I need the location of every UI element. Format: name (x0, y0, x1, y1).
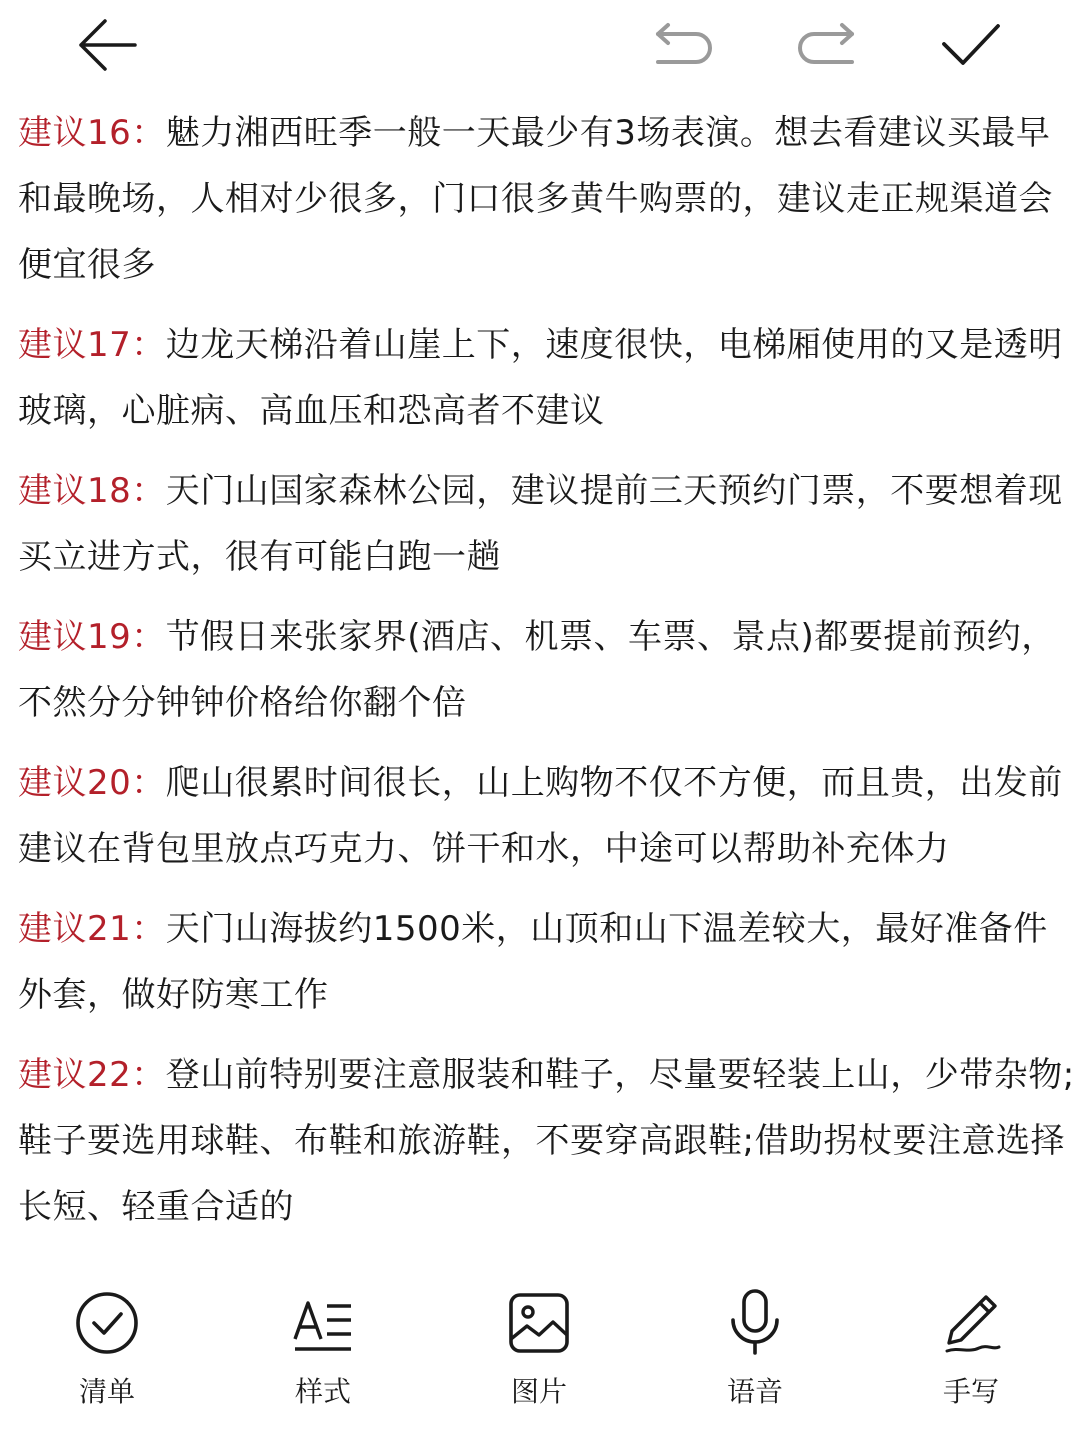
note-paragraph-20: 建议20：爬山很累时间很长，山上购物不仅不方便，而且贵，出发前建议在背包里放点巧克力、饼干和水，中途可以帮助补充体力 (18, 763, 1063, 869)
note-text: 节假日来张家界(酒店、机票、车票、景点)都要提前预约，不然分分钟钟价格给你翻个倍 (18, 617, 1056, 723)
note-paragraph-17: 建议17：边龙天梯沿着山崖上下，速度很快，电梯厢使用的又是透明玻璃，心脏病、高血压和恐高者不建议 (18, 325, 1063, 431)
checklist-label: 清单 (78, 1375, 135, 1408)
note-text: 魅力湘西旺季一般一天最少有3场表演。想去看建议买最早和最晚场，人相对少很多，门口很多黄牛购票的，建议走正规渠道会便宜很多 (18, 113, 1053, 285)
pen-icon (939, 1287, 1003, 1355)
note-label: 建议17 (18, 325, 132, 365)
check-icon (939, 20, 1003, 70)
microphone-icon (723, 1287, 787, 1355)
note-text: 天门山海拔约1500米，山顶和山下温差较大，最好准备件外套，做好防寒工作 (18, 909, 1048, 1015)
note-editor[interactable] (18, 100, 1076, 1254)
image-icon (507, 1287, 571, 1355)
check-circle-icon (75, 1287, 139, 1355)
handwriting-label: 手写 (942, 1375, 999, 1408)
voice-label: 语音 (726, 1375, 783, 1408)
note-label: 建议22 (18, 1055, 132, 1095)
image-button[interactable] (464, 1282, 614, 1412)
style-button[interactable] (248, 1282, 398, 1412)
arrow-left-icon (75, 15, 139, 75)
note-text: 爬山很累时间很长，山上购物不仅不方便，而且贵，出发前建议在背包里放点巧克力、饼干和水，中途可以帮助补充体力 (18, 763, 1063, 869)
note-label: 建议19 (18, 617, 132, 657)
note-label: 建议18 (18, 471, 132, 511)
undo-button[interactable] (648, 12, 718, 78)
redo-icon (794, 20, 860, 70)
note-label: 建议16 (18, 113, 132, 153)
back-button[interactable] (72, 12, 142, 78)
text-format-icon (291, 1287, 355, 1355)
note-label: 建议20 (18, 763, 132, 803)
bottom-toolbar (0, 1282, 1080, 1440)
checklist-button[interactable] (32, 1282, 182, 1412)
note-paragraph-18: 建议18：天门山国家森林公园，建议提前三天预约门票，不要想着现买立进方式，很有可能白跑一趟 (18, 471, 1063, 577)
note-label: 建议21 (18, 909, 132, 949)
note-text: 天门山国家森林公园，建议提前三天预约门票，不要想着现买立进方式，很有可能白跑一趟 (18, 471, 1063, 577)
handwriting-button[interactable] (896, 1282, 1046, 1412)
image-label: 图片 (510, 1375, 567, 1408)
note-paragraph-19: 建议19：节假日来张家界(酒店、机票、车票、景点)都要提前预约，不然分分钟钟价格给你翻个倍 (18, 617, 1056, 723)
note-text: 边龙天梯沿着山崖上下，速度很快，电梯厢使用的又是透明玻璃，心脏病、高血压和恐高者不建议 (18, 325, 1063, 431)
note-paragraph-16: 建议16：魅力湘西旺季一般一天最少有3场表演。想去看建议买最早和最晚场，人相对少很多，门口很多黄牛购票的，建议走正规渠道会便宜很多 (18, 113, 1053, 285)
top-toolbar (0, 0, 1080, 95)
note-paragraph-21: 建议21：天门山海拔约1500米，山顶和山下温差较大，最好准备件外套，做好防寒工作 (18, 909, 1048, 1015)
voice-button[interactable] (680, 1282, 830, 1412)
style-label: 样式 (294, 1375, 351, 1408)
note-paragraph-22: 建议22：登山前特别要注意服装和鞋子，尽量要轻装上山，少带杂物;鞋子要选用球鞋、布鞋和旅游鞋，不要穿高跟鞋;借助拐杖要注意选择长短、轻重合适的 (18, 1055, 1075, 1227)
done-button[interactable] (936, 12, 1006, 78)
note-text: 登山前特别要注意服装和鞋子，尽量要轻装上山，少带杂物;鞋子要选用球鞋、布鞋和旅游鞋，不要穿高跟鞋;借助拐杖要注意选择长短、轻重合适的 (18, 1055, 1075, 1227)
undo-icon (650, 20, 716, 70)
redo-button[interactable] (792, 12, 862, 78)
